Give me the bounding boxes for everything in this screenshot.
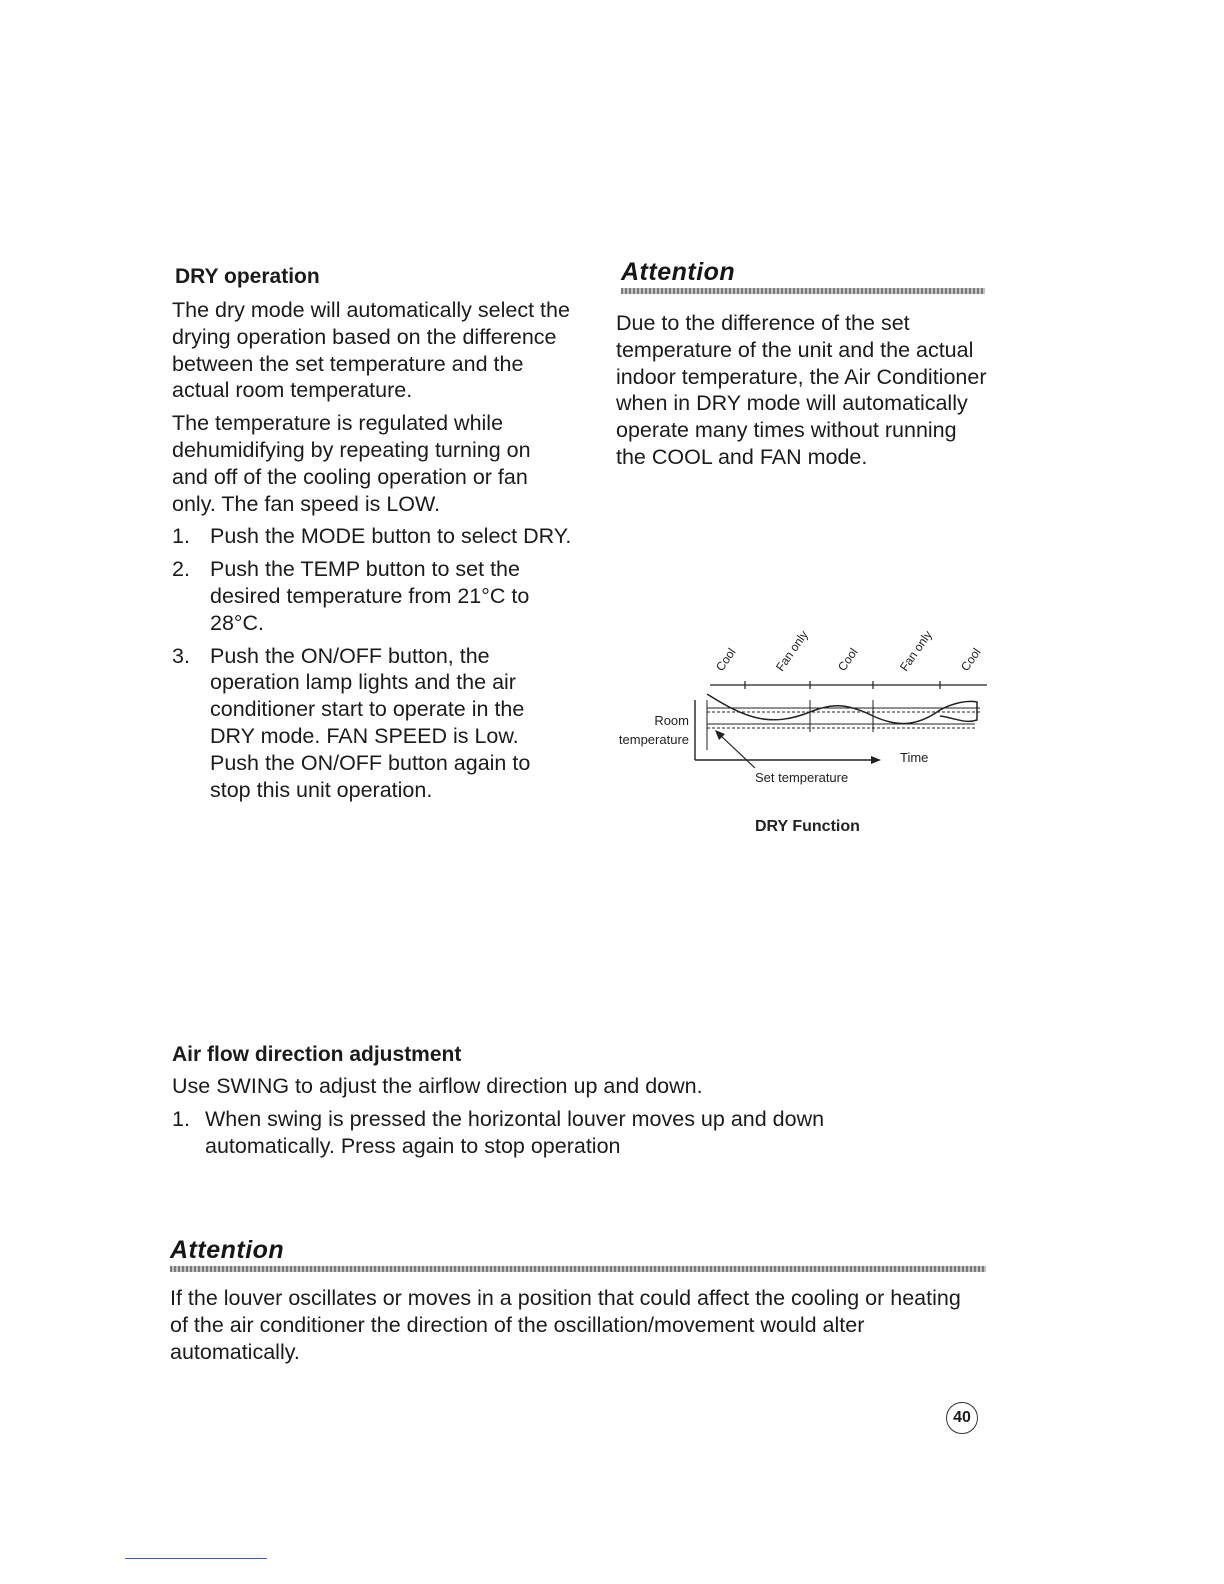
dry-section — [172, 297, 572, 809]
time-label: Time — [900, 750, 929, 765]
dry-steps-list — [172, 523, 572, 803]
attention-text-1: Due to the difference of the set temperature of the unit and the actual indoor temperature, the Air Conditioner when in DRY mode will automatically operate many times without running the COOL and FAN mode. — [616, 311, 987, 469]
set-temperature-label: Set temperature — [755, 770, 849, 785]
dry-function-diagram — [595, 600, 995, 850]
step-text: When swing is pressed the horizontal louver moves up and down automatically. Press again to stop operation — [205, 1106, 825, 1158]
time-arrow-icon — [871, 756, 881, 764]
phase-label-fan-only-1: Fan only — [772, 627, 811, 674]
step-number: 3. — [172, 643, 190, 668]
room-label-line-2: temperature — [618, 732, 689, 747]
footer-divider — [125, 1558, 267, 1559]
phase-label-cool-2: Cool — [834, 645, 861, 674]
set-temperature-band — [707, 700, 980, 750]
dry-step-1 — [172, 523, 572, 550]
attention-title-1: Attention — [621, 258, 736, 286]
step-text: Push the ON/OFF button, the operation lamp lights and the air conditioner start to operate in the DRY mode. FAN SPEED is Low. Push the ON/OFF button again to stop this unit operation. — [210, 643, 531, 802]
airflow-intro: Use SWING to adjust the airflow direction up and down. — [172, 1074, 703, 1098]
airflow-heading: Air flow direction adjustment — [172, 1043, 462, 1066]
step-text: Push the MODE button to select DRY. — [210, 524, 572, 549]
phase-label-fan-only-2: Fan only — [896, 627, 935, 674]
diagram-caption: DRY Function — [755, 818, 860, 835]
phase-label-cool-1: Cool — [712, 645, 739, 674]
step-number: 1. — [172, 1106, 190, 1131]
dry-step-2 — [172, 556, 572, 636]
attention-divider-1 — [621, 288, 985, 294]
attention-divider-2 — [170, 1266, 986, 1272]
room-temperature-curve — [707, 694, 977, 724]
dry-step-3 — [172, 643, 572, 804]
step-number: 2. — [172, 557, 190, 582]
dry-heading: DRY operation — [175, 265, 320, 288]
dry-paragraph-2: The temperature is regulated while dehumidifying by repeating turning on and off of the cooling operation or fan only. The fan speed is LOW. — [172, 411, 531, 516]
airflow-step-1 — [172, 1106, 952, 1160]
dry-paragraph-1: The dry mode will automatically select the drying operation based on the difference between the set temperature and the actual room temperature. — [172, 298, 570, 403]
phase-label-cool-3: Cool — [957, 645, 984, 674]
attention-text-2: If the louver oscillates or moves in a position that could affect the cooling or heating of the air conditioner the direction of the oscillation/movement would alter automatically. — [170, 1286, 961, 1364]
room-label-line-1: Room — [654, 713, 689, 728]
step-number: 1. — [172, 524, 190, 549]
set-temperature-pointer — [719, 734, 755, 768]
airflow-steps-list — [172, 1106, 952, 1160]
attention-title-2: Attention — [170, 1236, 285, 1264]
airflow-section — [172, 1073, 952, 1165]
page-number: 40 — [946, 1402, 978, 1434]
phase-divider — [710, 681, 987, 689]
step-text: Push the TEMP button to set the desired temperature from 21°C to 28°C. — [210, 557, 530, 635]
